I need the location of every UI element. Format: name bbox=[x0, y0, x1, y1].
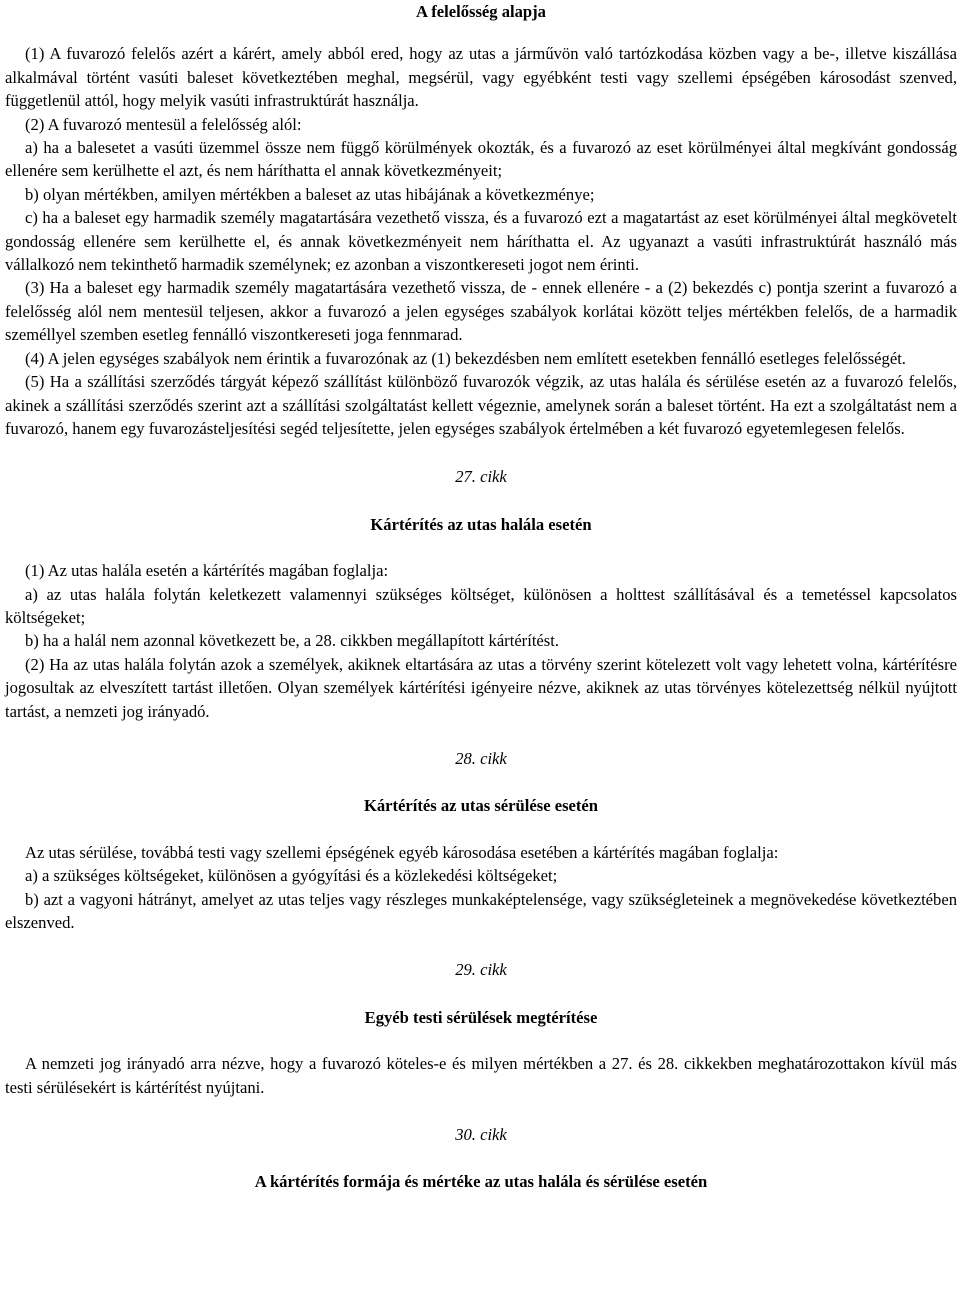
article-28-number: 28. cikk bbox=[455, 748, 507, 768]
article-27-title: Kártérítés az utas halála esetén bbox=[370, 514, 592, 534]
article-29-title: Egyéb testi sérülések megtérítése bbox=[364, 1007, 598, 1027]
article-27-paragraph-1: (1) Az utas halála esetén a kártérítés magában foglalja: bbox=[25, 561, 389, 581]
article-30-number: 30. cikk bbox=[455, 1125, 507, 1145]
article-28-paragraph-a: a) a szükséges költségeket, különösen a gyógyítási és a közlekedési költségeket; bbox=[25, 866, 558, 886]
article-28-paragraph-intro: Az utas sérülése, továbbá testi vagy szellemi épségének egyéb károsodása esetében a kártérítés magában foglalja: bbox=[25, 842, 779, 862]
paragraph-liability-2a: a) ha a balesetet a vasúti üzemmel össze nem függő körülmények okozták, és a fuvarozó az eset körülményei által megkívánt gondosság ellenére sem kerülhette el azt, és nem háríthatta el annak következményeit; bbox=[5, 138, 957, 181]
paragraph-liability-4: (4) A jelen egységes szabályok nem érintik a fuvarozónak az (1) bekezdésben nem említett esetekben fennálló esetleges felelősségét. bbox=[25, 348, 906, 368]
article-29-paragraph: A nemzeti jog irányadó arra nézve, hogy a fuvarozó köteles-e és milyen mértékben a 27. és 28. cikkekben meghatározottakon kívül más testi sérülésekért is kártérítést nyújtani. bbox=[5, 1054, 957, 1097]
article-30-title: A kártérítés formája és mértéke az utas halála és sérülése esetén bbox=[254, 1172, 708, 1192]
article-29-number: 29. cikk bbox=[455, 960, 507, 980]
article-27-paragraph-2: (2) Ha az utas halála folytán azok a személyek, akiknek eltartására az utas a törvény szerint kötelezett volt vagy lehetett volna, kártérítésre jogosultak az elveszített tartást illetően. Olyan személyek kártérítési igényeire nézve, akiknek az utas törvényes kötelezettség nélkül nyújtott tartást, a nemzeti jog irányadó. bbox=[5, 654, 957, 721]
paragraph-liability-5: (5) Ha a szállítási szerződés tárgyát képező szállítást különböző fuvarozók végzik, az utas halála és sérülése esetén az a fuvarozó felelős, akinek a szállítási szerződés szerint azt a szállítási szolgáltatást kellett végeznie, amelynek során a baleset történt. Ha ezt a szolgáltatást nem a fuvarozó, hanem egy fuvarozásteljesítési segéd teljesítette, jelen egységes szabályok értelmében a két fuvarozó egyetemlegesen felelős. bbox=[5, 372, 957, 438]
article-27-paragraph-1a: a) az utas halála folytán keletkezett valamennyi szükséges költséget, különösen a holttest szállításával és a temetéssel kapcsolatos költségeket; bbox=[5, 584, 957, 627]
document-page bbox=[5, 0, 957, 1194]
article-27-number: 27. cikk bbox=[455, 467, 507, 487]
paragraph-liability-1: (1) A fuvarozó felelős azért a kárért, amely abból ered, hogy az utas a járművön való tartózkodása közben vagy a be-, illetve kiszállása alkalmával történt vasúti baleset következtében meghal, megsérül, vagy egyébként testi vagy szellemi épségében károsodást szenved, függetlenül attól, hogy melyik vasúti infrastruktúrát használja. bbox=[5, 44, 957, 111]
paragraph-liability-2: (2) A fuvarozó mentesül a felelősség alól: bbox=[25, 114, 302, 134]
article-28-title: Kártérítés az utas sérülése esetén bbox=[363, 796, 599, 816]
article-28-paragraph-b: b) azt a vagyoni hátrányt, amelyet az utas teljes vagy részleges munkaképtelensége, vagy szükségleteinek a megnövekedése következtében elszenved. bbox=[5, 889, 957, 932]
article-27-paragraph-1b: b) ha a halál nem azonnal következett be, a 28. cikkben megállapított kártérítést. bbox=[25, 631, 560, 651]
section-title: A felelősség alapja bbox=[416, 2, 546, 21]
paragraph-liability-3: (3) Ha a baleset egy harmadik személy magatartására vezethető vissza, de - ennek ellenére - a (2) bekezdés c) pontja szerint a fuvarozó a felelősség alól nem mentesül teljesen, akkor a fuvarozó a jelen egységes szabályok korlátai között teljes mértékben felelős, de a harmadik személlyel szemben esetleg fennálló viszontkereseti joga fennmarad. bbox=[5, 278, 957, 345]
paragraph-liability-2b: b) olyan mértékben, amilyen mértékben a baleset az utas hibájának a következménye; bbox=[25, 184, 595, 204]
paragraph-liability-2c: c) ha a baleset egy harmadik személy magatartására vezethető vissza, és a fuvarozó ezt a magatartást az eset körülményei által megkövetelt gondosság ellenére sem kerülhette el, és annak következményeit nem háríthatta el. Az ugyanazt a vasúti infrastruktúrát használó más vállalkozó nem tekinthető harmadik személynek; ez azonban a viszontkereseti jogot nem érinti. bbox=[5, 208, 957, 275]
